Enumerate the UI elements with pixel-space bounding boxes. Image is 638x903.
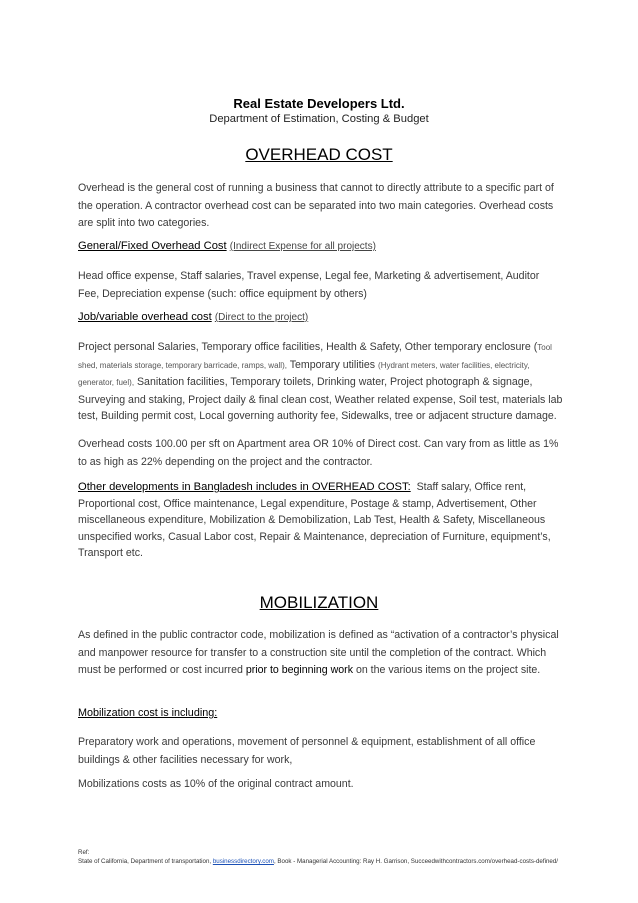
- reference-link[interactable]: businessdirectory.com: [212, 858, 274, 865]
- reference-part1: State of California, Department of transportation,: [78, 858, 213, 865]
- fixed-overhead-heading: [78, 240, 563, 252]
- variable-heading-text: Job/variable overhead cost: [78, 311, 212, 323]
- mobilization-definition: [78, 627, 563, 680]
- mobilization-def-part1: As defined in the public contractor code, mobilization is defined as “activation of a contractor’s physical and manpower resource for transfer to a construction site until the completion of the contract. Which must be performed or cost incurred: [78, 629, 559, 676]
- reference-text: [78, 857, 578, 866]
- reference-part2: , Book - Managerial Accounting: Ray H. Garrison, Succeedwithcontractors.com/overhead-costs-defined/: [273, 858, 559, 865]
- variable-text-part2: Temporary utilities: [286, 358, 379, 371]
- mobilization-including-text: Preparatory work and operations, movement of personnel & equipment, establishment of all office buildings & other facilities necessary for work,: [78, 736, 536, 766]
- mobilization-including-heading: [78, 707, 563, 719]
- variable-overhead-text: [78, 339, 563, 425]
- variable-text-small2: (Hydrant meters, water facilities, electricity, generator, fuel),: [78, 360, 530, 387]
- including-heading-text: Mobilization cost is including:: [78, 707, 218, 719]
- reference-footer: [78, 848, 578, 866]
- variable-heading-note: (Direct to the project): [214, 312, 309, 323]
- mobilization-def-part2: on the various items on the project site.: [353, 664, 541, 676]
- fixed-heading-note: (Indirect Expense for all projects): [229, 241, 376, 252]
- reference-label: Ref:: [78, 849, 90, 856]
- variable-overhead-heading: [78, 311, 563, 323]
- bangladesh-text: Staff salary, Office rent, Proportional cost, Office maintenance, Legal expenditure, Postage & stamp, Advertisement, Other miscellaneous expenditure, Mobilization & Demobilization, Lab Test, Health & Safety, Miscellaneous unspecified works, Casual Labor cost, Repair & Maintenance, depreciation of Furniture, equipment’s, Transport etc.: [78, 481, 551, 559]
- overhead-intro: Overhead is the general cost of running a business that cannot to directly attribute to a specific part of the operation. A contractor overhead cost can be separated into two main categories. Overhead costs are split into two categories.: [78, 182, 554, 229]
- fixed-heading-text: General/Fixed Overhead Cost: [78, 240, 227, 252]
- department-name: Department of Estimation, Costing & Budget: [209, 113, 429, 125]
- company-name: Real Estate Developers Ltd.: [233, 96, 405, 111]
- mobilization-def-highlight: prior to beginning work: [245, 664, 353, 676]
- overhead-title: OVERHEAD COST: [245, 145, 393, 164]
- mobilization-title: MOBILIZATION: [259, 593, 379, 612]
- mobilization-rate-text: Mobilizations costs as 10% of the original contract amount.: [78, 778, 354, 790]
- fixed-overhead-text: Head office expense, Staff salaries, Travel expense, Legal fee, Marketing & advertisement, Auditor Fee, Depreciation expense (such: office equipment by others): [78, 270, 540, 300]
- overhead-rate-text: Overhead costs 100.00 per sft on Apartment area OR 10% of Direct cost. Can vary from as little as 1% to as high as 22% depending on the project and the contractor.: [78, 438, 559, 468]
- variable-text-part1: Project personal Salaries, Temporary office facilities, Health & Safety, Other temporary enclosure (: [78, 341, 538, 353]
- bangladesh-overhead: [78, 479, 563, 562]
- variable-text-part3: Sanitation facilities, Temporary toilets, Drinking water, Project photograph & signage, Surveying and staking, Project daily & final clean cost, Weather related expense, Soil test, materials lab test, Building permit cost, Local governing authority fee, Sidewalks, tree or adjacent structure damage.: [78, 376, 563, 422]
- variable-text-small1: Tool shed, materials storage, temporary barricade, ramps, wall),: [78, 343, 552, 370]
- bangladesh-heading: Other developments in Bangladesh includes in OVERHEAD COST:: [78, 481, 411, 493]
